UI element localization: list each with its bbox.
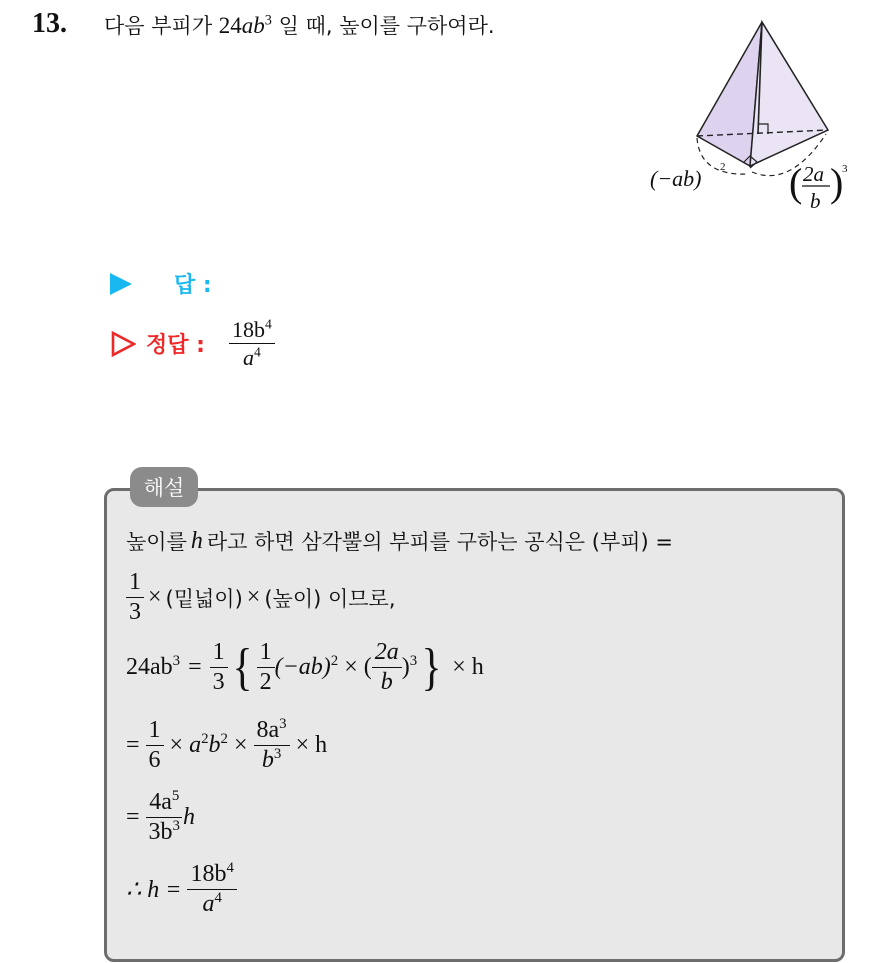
line2-frac-den: 3 (129, 599, 141, 626)
label-right-den: b (810, 189, 821, 213)
line3-paren-exp: 3 (409, 653, 418, 670)
line5-frac (146, 790, 183, 845)
label-left-exp: 2 (720, 161, 726, 173)
line6-f-num-exp: 4 (226, 860, 234, 876)
line6-f-num: 18b (190, 861, 227, 887)
line3-f3-num: 2a (374, 639, 399, 665)
answer-label: 답 : (174, 273, 212, 298)
line3-f3-den: b (380, 669, 393, 696)
problem-math-vars: ab (241, 13, 265, 38)
problem-number: 13. (32, 8, 67, 39)
line4-frac-2 (254, 718, 290, 773)
problem-math (219, 13, 272, 38)
den-text: a (242, 345, 254, 371)
explanation-line-5 (126, 790, 195, 845)
line3-eq: = (188, 654, 202, 681)
line1-text-b: 라고 하면 삼각뿔의 부피를 구하는 공식은 (부피) = (206, 530, 674, 554)
line2-height-text: (높이) 이므로, (264, 586, 396, 611)
correct-answer-label: 정답 : (146, 333, 205, 359)
line4-times-2: × (233, 732, 248, 759)
explanation-line-3 (126, 640, 484, 695)
line1-var: h (190, 527, 203, 554)
line4-f-den: 6 (148, 747, 161, 774)
line4-tail: × h (295, 732, 328, 759)
num-exp: 4 (264, 316, 272, 332)
line4-a2 (189, 732, 208, 759)
explanation-tab: 해설 (130, 467, 198, 507)
line4-g-den: b (261, 747, 274, 774)
line3-close-brace: } (421, 638, 442, 696)
label-right-rparen: ) (830, 160, 844, 205)
line3-lhs-exp: 3 (172, 653, 181, 670)
correct-answer-fraction (229, 318, 275, 369)
line4-a: a (189, 732, 202, 759)
problem-text-before: 다음 부피가 (104, 14, 213, 38)
pyramid-figure (640, 16, 860, 216)
line2-times-2: × (246, 584, 261, 611)
line5-tail: h (182, 804, 195, 831)
line4-a-exp: 2 (201, 731, 209, 748)
label-right-num: 2a (803, 162, 824, 186)
line4-eq: = (126, 732, 140, 759)
line3-term (275, 654, 339, 681)
line5-f-den-exp: 3 (172, 818, 180, 835)
explanation-line-6 (126, 862, 237, 917)
line6-f-den-exp: 4 (214, 890, 222, 907)
line5-eq: = (126, 804, 140, 831)
num-text: 18b (231, 317, 265, 342)
explanation-line-1 (126, 526, 673, 556)
line3-tail: × h (452, 654, 484, 681)
line6-frac (187, 862, 236, 917)
line3-term-text: (−ab) (274, 654, 331, 681)
line3-f1-den: 3 (212, 669, 225, 696)
line4-f-num: 1 (146, 718, 164, 746)
play-arrow-icon (110, 273, 132, 295)
line3-open-brace: { (232, 638, 253, 696)
line2-fraction (126, 570, 144, 625)
line3-paren-group (402, 654, 417, 681)
explanation-line-2 (126, 570, 396, 625)
label-right-lparen: ( (789, 160, 803, 205)
line4-b-exp: 2 (220, 731, 228, 748)
fraction-denominator (240, 344, 264, 369)
line5-f-num: 4a (149, 789, 172, 815)
line2-frac-num: 1 (126, 570, 144, 598)
line3-frac-2 (257, 640, 275, 695)
line5-f-num-exp: 5 (171, 788, 180, 804)
outline-arrow-icon (110, 331, 136, 357)
correct-answer-row (110, 318, 275, 369)
line5-f-den: 3b (148, 819, 173, 846)
line3-f1-num: 1 (210, 640, 228, 668)
label-left: (−ab) (650, 166, 702, 191)
line6-f-den: a (202, 891, 215, 918)
line3-frac-1 (210, 640, 228, 695)
line1-text-a: 높이를 (126, 530, 187, 554)
line6-lead: ∴ h = (126, 877, 182, 904)
line4-g-den-exp: 3 (273, 746, 282, 763)
line4-b: b (208, 732, 221, 759)
line4-times-1: × (169, 732, 184, 759)
line3-term-exp: 2 (330, 653, 339, 670)
line4-b2 (209, 732, 228, 759)
line3-close-paren: ) (401, 654, 410, 681)
line3-lhs-text: 24ab (126, 654, 173, 681)
line3-f2-num: 1 (257, 640, 275, 668)
den-exp: 4 (253, 344, 261, 360)
line3-open-paren: ( (363, 654, 372, 681)
problem-math-exp: 3 (264, 12, 272, 29)
problem-math-coef: 24 (218, 13, 242, 38)
fraction-numerator (229, 318, 275, 344)
answer-row (110, 268, 212, 299)
problem-text-after: 일 때, 높이를 구하여라. (278, 14, 495, 38)
line3-times: × (344, 654, 358, 681)
line4-g-num-exp: 3 (279, 716, 287, 732)
line4-g-num: 8a (256, 717, 280, 743)
line3-f2-den: 2 (259, 669, 272, 696)
problem-statement (104, 10, 495, 40)
line3-lhs (126, 654, 180, 681)
line3-frac-3 (372, 640, 402, 695)
line4-frac-1 (146, 718, 164, 773)
line2-times-1: × (148, 584, 162, 611)
label-right-exp: 3 (842, 163, 848, 175)
explanation-line-4 (126, 718, 327, 773)
line2-base-area: (밑넓이) (165, 586, 243, 611)
